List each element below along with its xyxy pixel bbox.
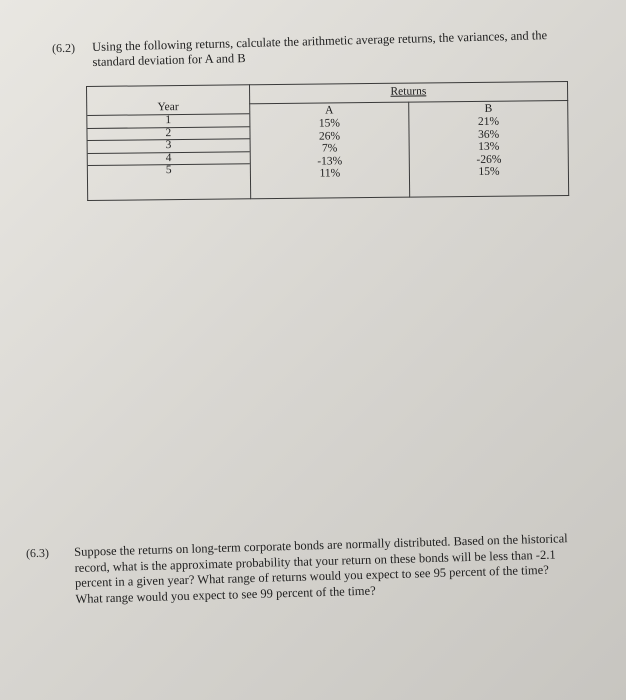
b-value: 15% bbox=[478, 165, 500, 178]
question-6-3-text: Suppose the returns on long-term corporate bonds are normally distributed. Based on the historical record, what is the approximate probability that your return on these bonds will be less than -2.1 percent in a given year? What range of returns would you expect to see 95 percent of the time? What range would you expect to see 99 percent of the time? bbox=[74, 531, 568, 606]
a-value: 15% bbox=[318, 117, 340, 130]
year-value: 2 bbox=[87, 126, 249, 140]
column-a-header: A bbox=[324, 104, 334, 117]
a-value: 26% bbox=[318, 129, 341, 143]
returns-header: Returns bbox=[249, 81, 568, 103]
column-a-cell bbox=[249, 102, 410, 199]
returns-table bbox=[86, 81, 569, 201]
year-column-cell bbox=[87, 85, 251, 201]
column-b-header: B bbox=[484, 102, 493, 115]
a-value: 7% bbox=[321, 142, 338, 155]
question-6-3-number: (6.3) bbox=[25, 545, 50, 561]
b-value: -26% bbox=[476, 153, 502, 166]
b-value: 36% bbox=[478, 128, 500, 141]
a-value: -13% bbox=[317, 154, 343, 168]
year-value: 1 bbox=[87, 113, 249, 127]
a-value: 11% bbox=[319, 167, 341, 180]
b-value: 13% bbox=[478, 140, 500, 153]
column-b-cell bbox=[409, 100, 569, 197]
year-value: 3 bbox=[88, 138, 250, 152]
b-value: 21% bbox=[477, 115, 500, 128]
year-value: 5 bbox=[88, 163, 250, 177]
year-value: 4 bbox=[88, 151, 250, 165]
question-6-2-text: Using the following returns, calculate the arithmetic average returns, the variances, and the standard deviation for A and B bbox=[92, 28, 548, 69]
question-6-2-number: (6.2) bbox=[51, 40, 76, 56]
year-header: Year bbox=[157, 101, 179, 114]
